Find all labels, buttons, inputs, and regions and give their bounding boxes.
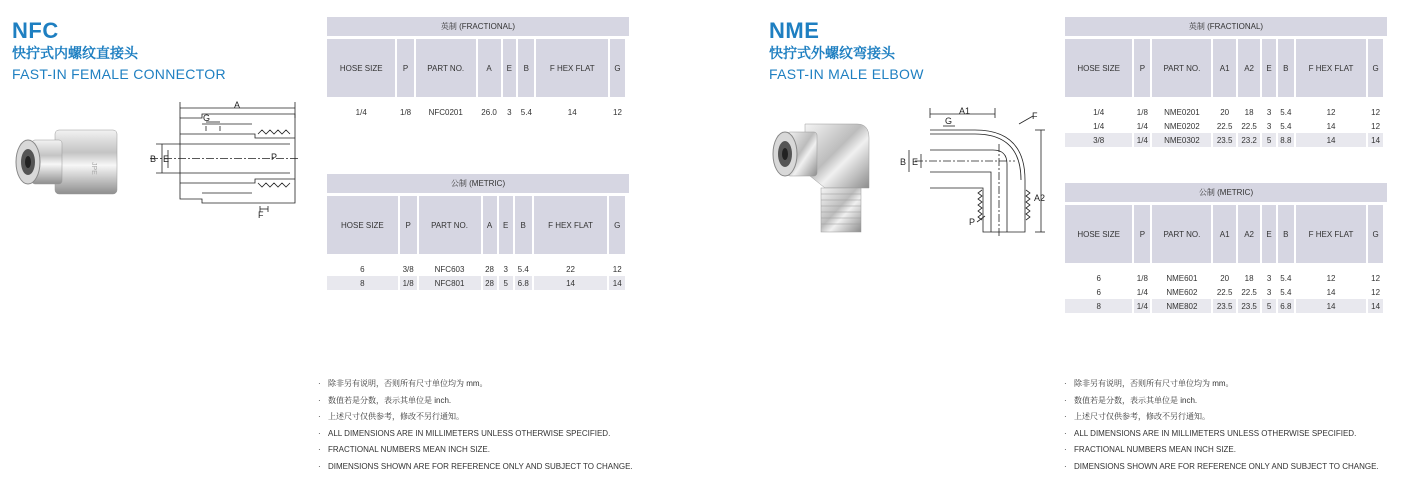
- col-hose-size: HOSE SIZE: [327, 196, 398, 254]
- note-item: · 数值若是分数，表示其单位是 inch.: [1064, 393, 1379, 410]
- table-row: [327, 262, 625, 276]
- cell: NME0202: [1164, 121, 1200, 131]
- cell: 23.2: [1238, 133, 1260, 147]
- col-hose-size: HOSE SIZE: [1065, 39, 1132, 97]
- cell: 5.4: [1280, 287, 1292, 297]
- col-g: G: [609, 196, 625, 254]
- note-item: · 除非另有说明，否则所有尺寸单位均为 mm。: [318, 376, 633, 393]
- cell: 23.5: [1238, 299, 1260, 313]
- table-row: [327, 105, 625, 119]
- cell: 22: [566, 264, 575, 274]
- note-item: · ALL DIMENSIONS ARE IN MILLIMETERS UNLESS OTHERWISE SPECIFIED.: [1064, 426, 1379, 443]
- cell: 14: [1326, 287, 1336, 297]
- dim-label-g: G: [945, 116, 953, 126]
- dim-label-g: G: [203, 113, 211, 123]
- col-g: G: [1368, 205, 1383, 263]
- cell: 14: [609, 276, 625, 290]
- cell: 1/8: [1136, 107, 1148, 117]
- cell: 23.5: [1213, 133, 1235, 147]
- dim-label-b: B: [150, 154, 157, 164]
- cell: 5: [1262, 133, 1275, 147]
- table-row: [1065, 119, 1383, 133]
- cell: 14: [1296, 299, 1366, 313]
- technical-drawing: [895, 104, 1055, 240]
- cell: 22.5: [1216, 287, 1233, 297]
- product-title-cn: 快拧式内螺纹直接头: [12, 45, 138, 61]
- note-item: · 除非另有说明，否则所有尺寸单位均为 mm。: [1064, 376, 1379, 393]
- cell: 12: [1371, 273, 1381, 283]
- col-hose-size: HOSE SIZE: [327, 39, 395, 97]
- col-a: A: [483, 196, 497, 254]
- col-f-hex-flat: F HEX FLAT: [534, 196, 608, 254]
- product-title-cn: 快拧式外螺纹弯接头: [769, 45, 895, 61]
- cell: 12: [1326, 273, 1336, 283]
- metric-table: [1065, 183, 1387, 313]
- col-a1: A1: [1213, 39, 1235, 97]
- notes-list: [1064, 376, 1379, 475]
- table-row: [1065, 133, 1383, 147]
- col-f-hex-flat: F HEX FLAT: [536, 39, 607, 97]
- col-a2: A2: [1238, 39, 1260, 97]
- cell: 6.8: [515, 276, 532, 290]
- cell: NME802: [1152, 299, 1211, 313]
- dim-label-a1: A1: [959, 106, 971, 116]
- col-p: P: [400, 196, 417, 254]
- cell: 1/4: [355, 107, 367, 117]
- cell: 1/4: [1136, 287, 1148, 297]
- dim-label-f: F: [1032, 111, 1038, 121]
- col-e: E: [499, 196, 513, 254]
- col-f-hex-flat: F HEX FLAT: [1296, 205, 1366, 263]
- cell: 23.5: [1213, 299, 1235, 313]
- note-item: · FRACTIONAL NUMBERS MEAN INCH SIZE.: [1064, 442, 1379, 459]
- cell: 5: [499, 276, 513, 290]
- col-b: B: [518, 39, 534, 97]
- product-photo: [10, 122, 120, 202]
- cell: 22.5: [1216, 121, 1233, 131]
- brand-stamp: JPE: [90, 162, 97, 175]
- col-part-no: PART NO.: [419, 196, 481, 254]
- dim-label-p: P: [969, 217, 976, 227]
- cell: 5: [1262, 299, 1275, 313]
- cell: 3: [503, 264, 508, 274]
- product-title-en: FAST-IN FEMALE CONNECTOR: [12, 66, 226, 82]
- fractional-table: [1065, 17, 1387, 147]
- col-a: A: [478, 39, 501, 97]
- dim-label-f: F: [258, 210, 264, 220]
- col-p: P: [397, 39, 413, 97]
- cell: 1/4: [1093, 107, 1105, 117]
- col-e: E: [1262, 39, 1275, 97]
- cell: 5.4: [1280, 107, 1292, 117]
- table-row: [327, 276, 625, 290]
- table-row: [1065, 105, 1383, 119]
- col-p: P: [1134, 39, 1150, 97]
- col-a1: A1: [1213, 205, 1235, 263]
- note-item: · ALL DIMENSIONS ARE IN MILLIMETERS UNLESS OTHERWISE SPECIFIED.: [318, 426, 633, 443]
- cell: 8.8: [1278, 133, 1294, 147]
- cell: 1/4: [1134, 299, 1150, 313]
- cell: 5.4: [1280, 273, 1292, 283]
- note-item: · FRACTIONAL NUMBERS MEAN INCH SIZE.: [318, 442, 633, 459]
- cell: 12: [1371, 107, 1381, 117]
- table-caption: 公制 (METRIC): [327, 174, 629, 193]
- cell: 26.0: [481, 107, 497, 117]
- notes-list: [318, 376, 633, 475]
- cell: NME0201: [1164, 107, 1200, 117]
- col-b: B: [1278, 205, 1294, 263]
- cell: 5.4: [517, 264, 529, 274]
- col-f-hex-flat: F HEX FLAT: [1296, 39, 1366, 97]
- col-part-no: PART NO.: [1152, 205, 1211, 263]
- cell: 22.5: [1241, 121, 1257, 131]
- cell: 1/8: [400, 107, 412, 117]
- cell: 14: [567, 107, 577, 117]
- col-g: G: [610, 39, 625, 97]
- col-g: G: [1368, 39, 1383, 97]
- note-item: · DIMENSIONS SHOWN ARE FOR REFERENCE ONLY AND SUBJECT TO CHANGE.: [318, 459, 633, 476]
- cell: 5.4: [1280, 121, 1292, 131]
- cell: 20: [1220, 273, 1230, 283]
- col-part-no: PART NO.: [1152, 39, 1211, 97]
- cell: 3: [1266, 107, 1272, 117]
- cell: 12: [612, 264, 622, 274]
- technical-drawing: [140, 98, 305, 223]
- cell: 1/8: [400, 276, 417, 290]
- table-caption: 英制 (FRACTIONAL): [327, 17, 629, 36]
- cell: 8: [1065, 299, 1132, 313]
- cell: 14: [1368, 299, 1383, 313]
- cell: 6: [1096, 273, 1101, 283]
- cell: 1/4: [1136, 121, 1148, 131]
- cell: 12: [1371, 287, 1381, 297]
- cell: 1/4: [1134, 133, 1150, 147]
- cell: NME602: [1166, 287, 1198, 297]
- cell: 14: [1368, 133, 1383, 147]
- cell: 3: [1266, 287, 1272, 297]
- dim-label-a2: A2: [1034, 193, 1046, 203]
- cell: NME601: [1166, 273, 1198, 283]
- fractional-table: [327, 17, 629, 119]
- cell: 14: [1326, 121, 1336, 131]
- col-hose-size: HOSE SIZE: [1065, 205, 1132, 263]
- product-photo: [765, 112, 875, 240]
- cell: 18: [1244, 107, 1254, 117]
- cell: NME0302: [1152, 133, 1211, 147]
- col-e: E: [503, 39, 517, 97]
- cell: 18: [1244, 273, 1254, 283]
- cell: 1/4: [1093, 121, 1105, 131]
- col-a2: A2: [1238, 205, 1260, 263]
- cell: 14: [534, 276, 608, 290]
- col-e: E: [1262, 205, 1275, 263]
- table-row: [1065, 271, 1383, 285]
- dim-label-e: E: [912, 157, 919, 167]
- cell: 3/8: [1065, 133, 1132, 147]
- cell: 6: [360, 264, 365, 274]
- dim-label-e: E: [163, 154, 170, 164]
- cell: NFC603: [434, 264, 465, 274]
- cell: NFC0201: [428, 107, 463, 117]
- col-b: B: [1278, 39, 1294, 97]
- cell: 8: [327, 276, 398, 290]
- cell: NFC801: [419, 276, 481, 290]
- note-item: · 数值若是分数，表示其单位是 inch.: [318, 393, 633, 410]
- cell: 22.5: [1241, 287, 1257, 297]
- cell: 6.8: [1278, 299, 1294, 313]
- cell: 1/8: [1136, 273, 1148, 283]
- cell: 3/8: [402, 264, 414, 274]
- cell: 12: [613, 107, 622, 117]
- col-b: B: [515, 196, 532, 254]
- dim-label-p: P: [271, 152, 278, 162]
- product-code: NME: [769, 18, 820, 43]
- metric-table: [327, 174, 629, 290]
- cell: 20: [1220, 107, 1230, 117]
- dim-label-b: B: [900, 157, 907, 167]
- cell: 28: [485, 264, 495, 274]
- col-part-no: PART NO.: [416, 39, 476, 97]
- product-title-en: FAST-IN MALE ELBOW: [769, 66, 924, 82]
- note-item: · DIMENSIONS SHOWN ARE FOR REFERENCE ONLY AND SUBJECT TO CHANGE.: [1064, 459, 1379, 476]
- cell: 12: [1326, 107, 1336, 117]
- cell: 3: [1266, 121, 1272, 131]
- table-caption: 英制 (FRACTIONAL): [1065, 17, 1387, 36]
- table-caption: 公制 (METRIC): [1065, 183, 1387, 202]
- cell: 3: [1266, 273, 1272, 283]
- cell: 3: [507, 107, 512, 117]
- note-item: · 上述尺寸仅供参考，修改不另行通知。: [318, 409, 633, 426]
- col-p: P: [1134, 205, 1150, 263]
- table-row: [1065, 299, 1383, 313]
- cell: 14: [1296, 133, 1366, 147]
- cell: 28: [483, 276, 497, 290]
- dim-label-a: A: [234, 100, 241, 110]
- cell: 6: [1096, 287, 1101, 297]
- product-code: NFC: [12, 18, 59, 43]
- cell: 12: [1371, 121, 1381, 131]
- cell: 5.4: [520, 107, 532, 117]
- note-item: · 上述尺寸仅供参考，修改不另行通知。: [1064, 409, 1379, 426]
- table-row: [1065, 285, 1383, 299]
